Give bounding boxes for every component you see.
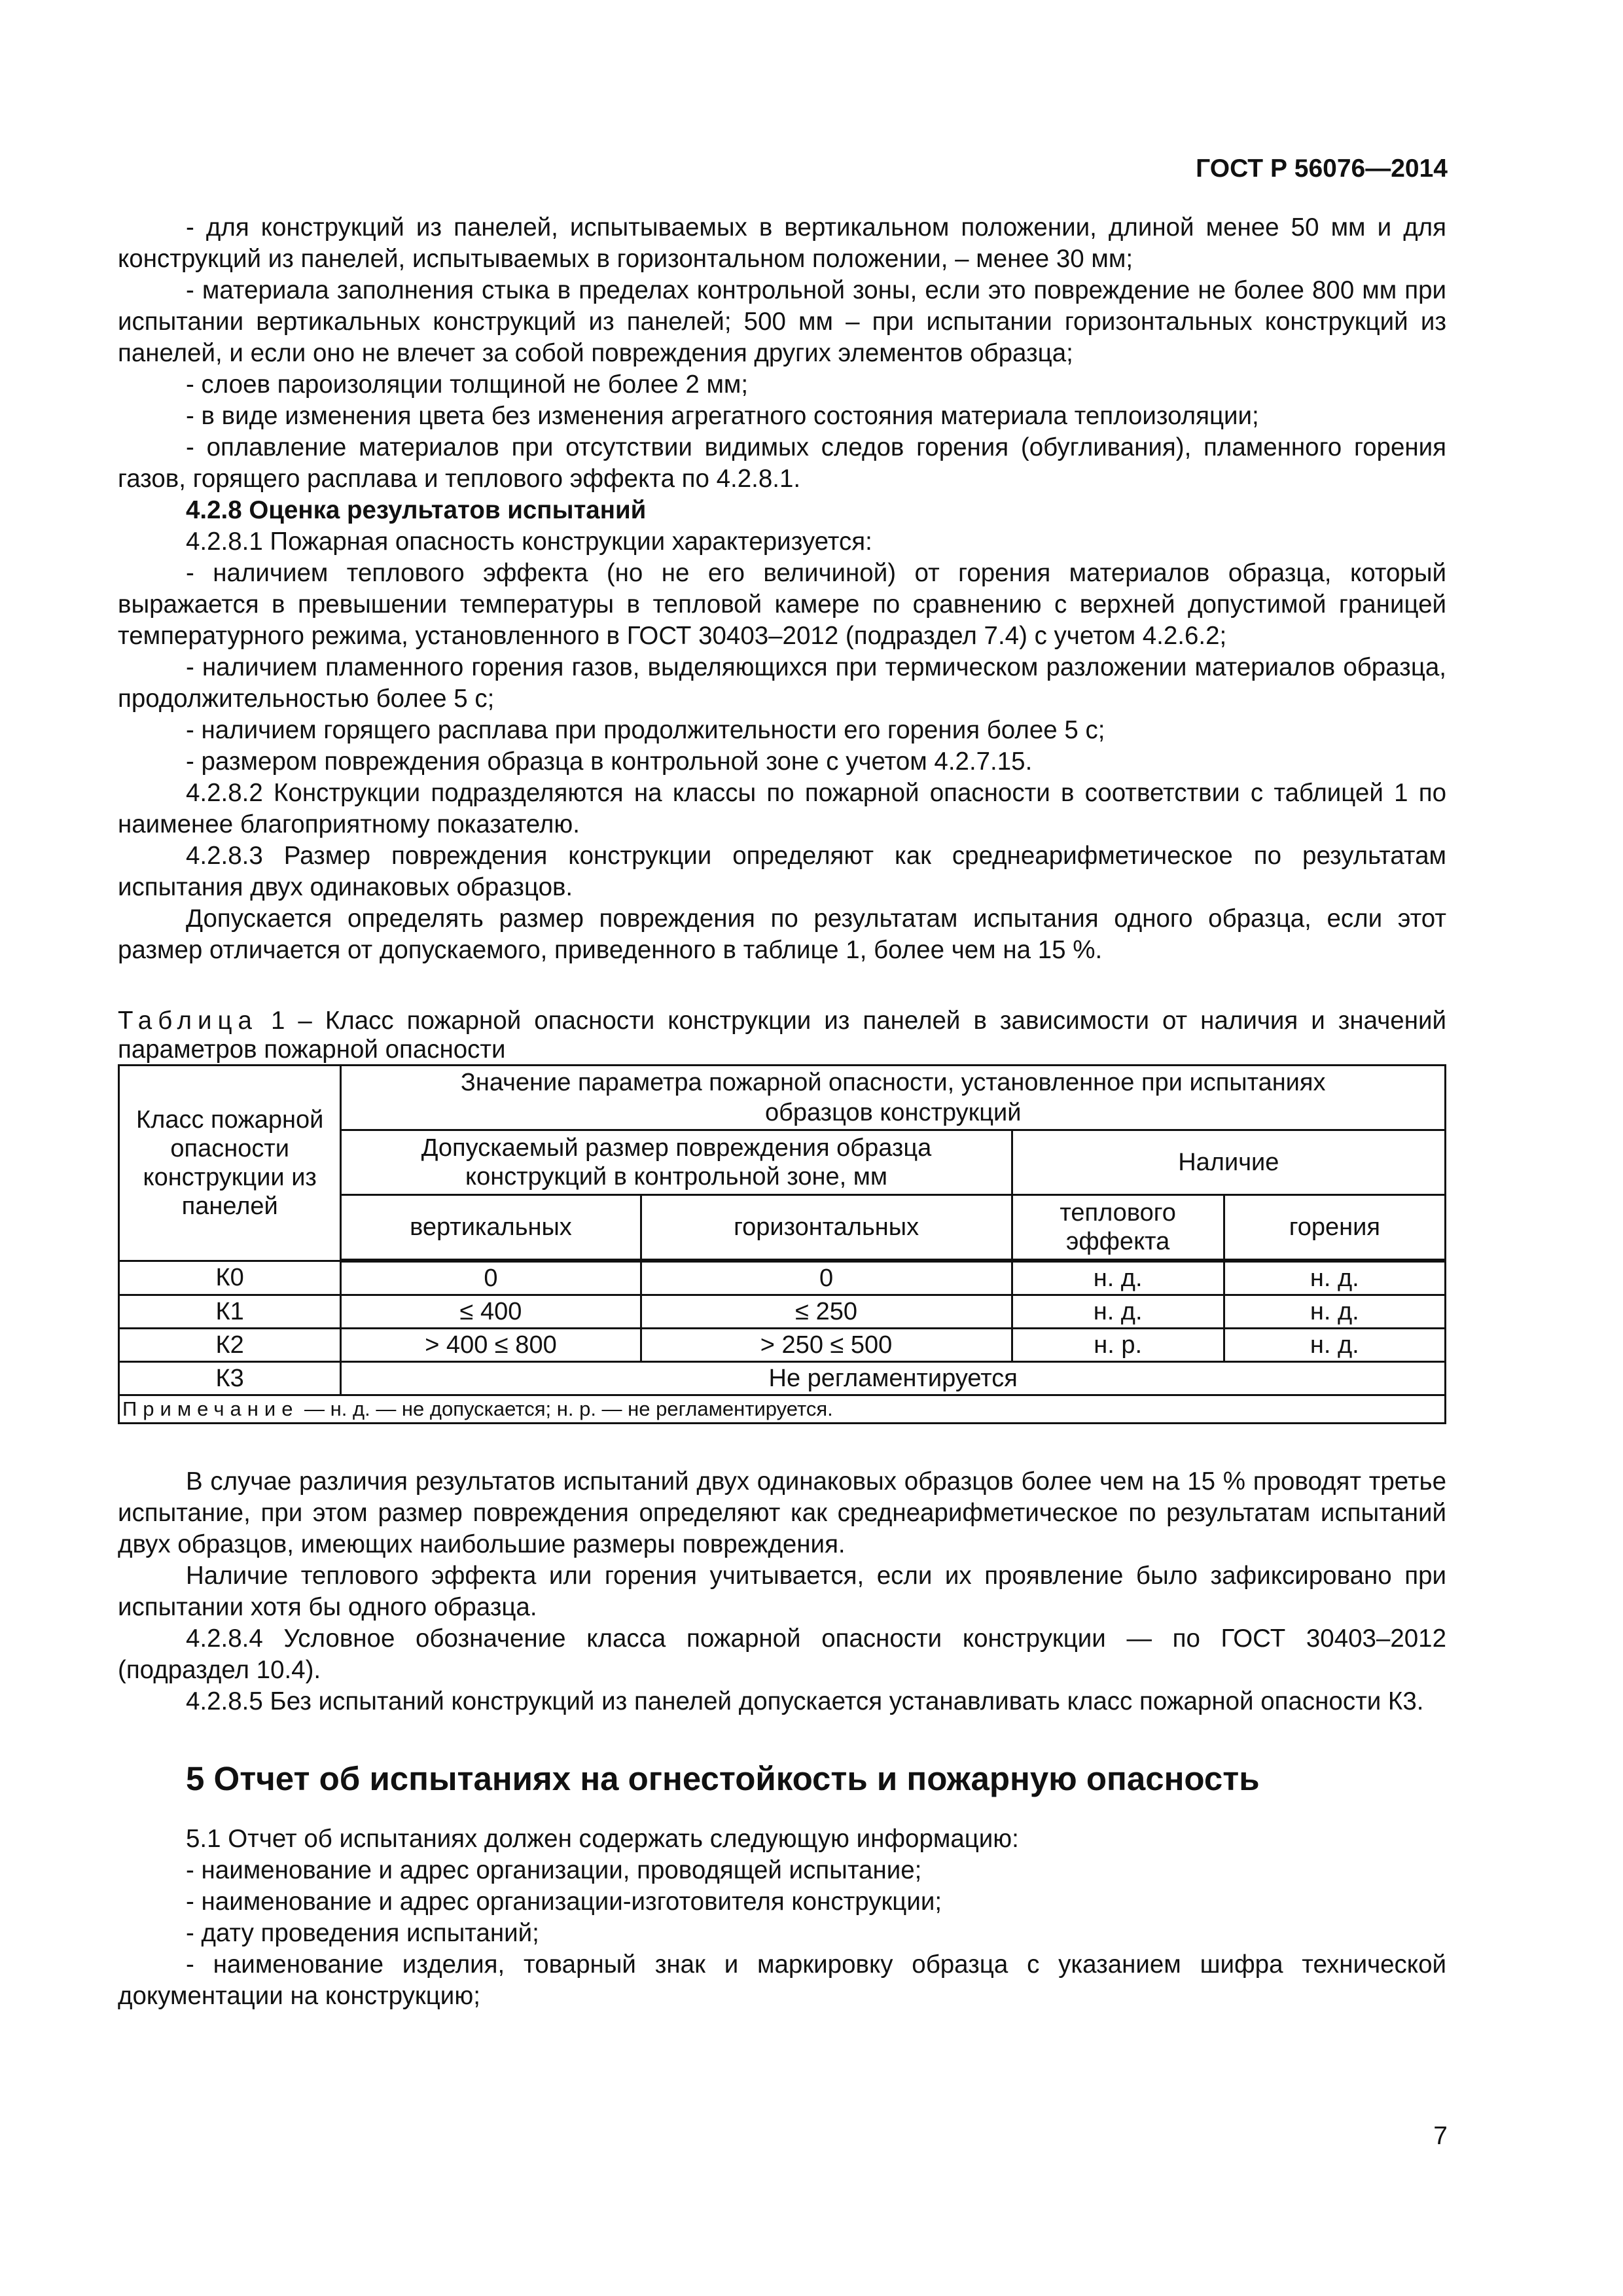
paragraph: - наличием теплового эффекта (но не его величиной) от горения материалов образца, который выражается в превышении температуры в тепловой камере по сравнению с верхней допустимой границей температурного режима, установленного в ГОСТ 30403–2012 (подраздел 7.4) с учетом 4.2.6.2; xyxy=(118,559,1446,650)
note-text: — н. д. — не допускается; н. р. — не регламентируется. xyxy=(298,1397,833,1420)
paragraph: - в виде изменения цвета без изменения агрегатного состояния материала теплоизоляции; xyxy=(186,402,1259,430)
cell-thermal: н. р. xyxy=(1012,1329,1224,1362)
page-number: 7 xyxy=(1433,2122,1448,2150)
table-row xyxy=(119,1362,1446,1395)
table-row xyxy=(119,1261,1446,1295)
table-caption-label: Таблица xyxy=(118,1007,258,1035)
paragraph: 4.2.8.3 Размер повреждения конструкции определяют как среднеарифметическое по результатам испытания двух одинаковых образцов. xyxy=(118,842,1446,901)
header-burning: горения xyxy=(1224,1195,1445,1261)
paragraph: 4.2.8.5 Без испытаний конструкций из панелей допускается устанавливать класс пожарной опасности К3. xyxy=(186,1687,1424,1715)
paragraph: 5.1 Отчет об испытаниях должен содержать следующую информацию: xyxy=(186,1825,1019,1853)
cell-class: К1 xyxy=(119,1295,341,1329)
paragraph: В случае различия результатов испытаний двух одинаковых образцов более чем на 15 % проводят третье испытание, при этом размер повреждения определяют как среднеарифметическое по результатам испытаний двух образцов, имеющих наибольшие размеры повреждения. xyxy=(118,1467,1446,1558)
table-row xyxy=(119,1329,1446,1362)
paragraph: Наличие теплового эффекта или горения учитывается, если их проявление было зафиксировано при испытании хотя бы одного образца. xyxy=(118,1562,1446,1621)
cell-horizontal: ≤ 250 xyxy=(641,1295,1012,1329)
cell-vertical: ≤ 400 xyxy=(341,1295,641,1329)
paragraph: Допускается определять размер повреждения по результатам испытания одного образца, если этот размер отличается от допускаемого, приведенного в таблице 1, более чем на 15 %. xyxy=(118,905,1446,964)
cell-class: К0 xyxy=(119,1261,341,1295)
paragraph: - оплавление материалов при отсутствии видимых следов горения (обугливания), пламенного горения газов, горящего расплава и теплового эффекта по 4.2.8.1. xyxy=(118,433,1446,493)
cell-burning: н. д. xyxy=(1224,1295,1445,1329)
note-label: Примечание xyxy=(122,1397,299,1420)
cell-thermal: н. д. xyxy=(1012,1295,1224,1329)
header-horizontal: горизонтальных xyxy=(641,1195,1012,1261)
section-heading-5: 5 Отчет об испытаниях на огнестойкость и пожарную опасность xyxy=(186,1760,1260,1797)
header-thermal-effect: теплового эффекта xyxy=(1012,1195,1224,1261)
section-heading-4-2-8: 4.2.8 Оценка результатов испытаний xyxy=(186,496,647,524)
header-damage-size: Допускаемый размер повреждения образца конструкций в контрольной зоне, мм xyxy=(341,1130,1012,1195)
paragraph: - дату проведения испытаний; xyxy=(186,1919,539,1947)
paragraph: 4.2.8.4 Условное обозначение класса пожарной опасности конструкции — по ГОСТ 30403–2012 (подраздел 10.4). xyxy=(118,1624,1446,1684)
header-class: Класс пожарной опасности конструкции из панелей xyxy=(119,1066,341,1261)
cell-class: К3 xyxy=(119,1362,341,1395)
header-presence: Наличие xyxy=(1012,1130,1445,1195)
paragraph: - слоев пароизоляции толщиной не более 2 мм; xyxy=(186,370,749,399)
cell-burning: н. д. xyxy=(1224,1329,1445,1362)
paragraph: - наличием горящего расплава при продолжительности его горения более 5 с; xyxy=(186,716,1105,744)
paragraph: - наличием пламенного горения газов, выделяющихся при термическом разложении материалов образца, продолжительностью более 5 с; xyxy=(118,653,1446,713)
paragraph: - наименование изделия, товарный знак и маркировку образца с указанием шифра технической документации на конструкцию; xyxy=(118,1950,1446,2010)
paragraph: - наименование и адрес организации, проводящей испытание; xyxy=(186,1856,922,1884)
cell-horizontal: > 250 ≤ 500 xyxy=(641,1329,1012,1362)
document-id-header: ГОСТ Р 56076—2014 xyxy=(1196,154,1448,183)
header-parameter-value: Значение параметра пожарной опасности, установленное при испытаниях образцов конструкций xyxy=(341,1066,1446,1130)
cell-vertical: 0 xyxy=(341,1261,641,1295)
header-vertical: вертикальных xyxy=(341,1195,641,1261)
paragraph: 4.2.8.1 Пожарная опасность конструкции характеризуется: xyxy=(186,528,872,556)
cell-thermal: н. д. xyxy=(1012,1261,1224,1295)
paragraph: 4.2.8.2 Конструкции подразделяются на классы по пожарной опасности в соответствии с таблицей 1 по наименее благоприятному показателю. xyxy=(118,779,1446,838)
cell-burning: н. д. xyxy=(1224,1261,1445,1295)
paragraph: - размером повреждения образца в контрольной зоне с учетом 4.2.7.15. xyxy=(186,747,1033,776)
cell-class: К2 xyxy=(119,1329,341,1362)
table-caption-text: 1 – Класс пожарной опасности конструкции из панелей в зависимости от наличия и значений параметров пожарной опасности xyxy=(118,1007,1446,1064)
table-row xyxy=(119,1295,1446,1329)
table-note xyxy=(119,1395,1446,1424)
fire-hazard-class-table xyxy=(118,1064,1446,1424)
cell-horizontal: 0 xyxy=(641,1261,1012,1295)
paragraph: - для конструкций из панелей, испытываемых в вертикальном положении, длиной менее 50 мм и для конструкций из панелей, испытываемых в горизонтальном положении, – менее 30 мм; xyxy=(118,213,1446,273)
table-caption xyxy=(118,1007,1446,1064)
cell-vertical: > 400 ≤ 800 xyxy=(341,1329,641,1362)
cell-not-regulated: Не регламентируется xyxy=(341,1362,1446,1395)
page-content xyxy=(118,212,1446,2012)
paragraph: - материала заполнения стыка в пределах контрольной зоны, если это повреждение не более 800 мм при испытании вертикальных конструкций из панелей; 500 мм – при испытании горизонтальных конструкций из панелей, и если оно не влечет за собой повреждения других элементов образца; xyxy=(118,276,1446,367)
paragraph: - наименование и адрес организации-изготовителя конструкции; xyxy=(186,1888,942,1916)
